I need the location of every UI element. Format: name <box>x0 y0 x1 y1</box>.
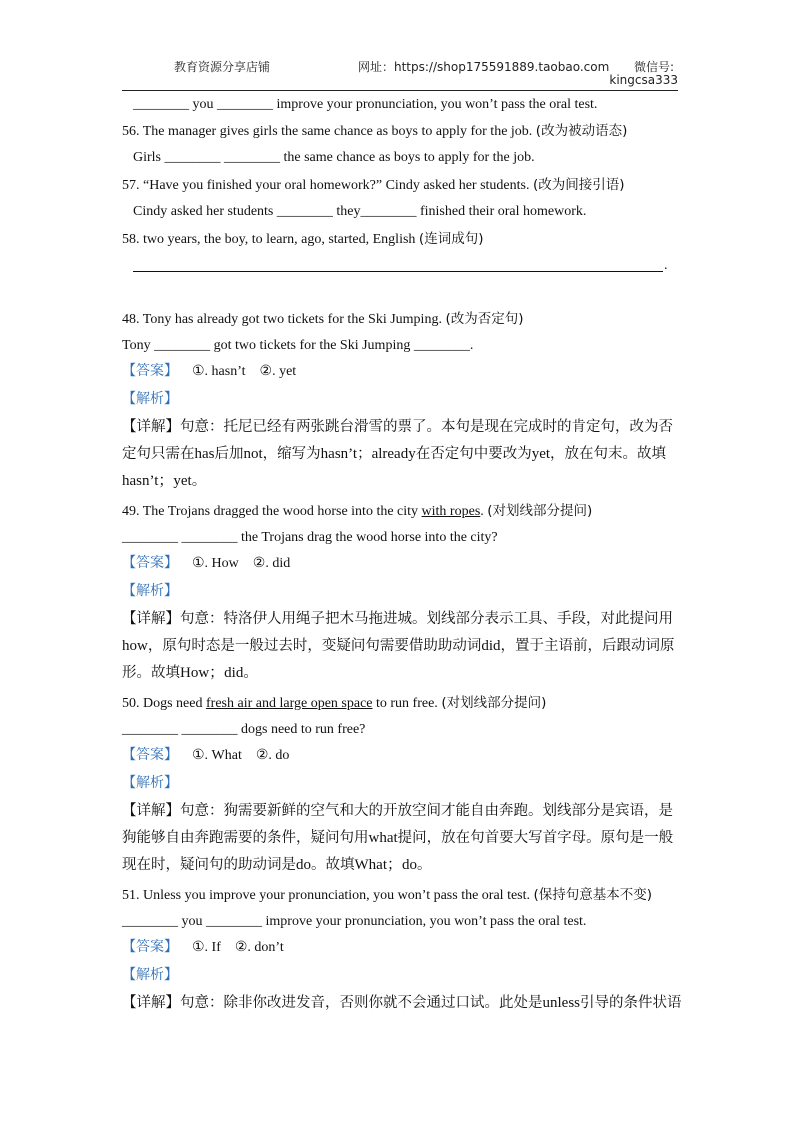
q51-repeat-line: ________ you ________ improve your pronunciation, you won’t pass the oral test. <box>133 97 598 112</box>
q49-blank-line: ________ ________ the Trojans drag the wood horse into the city? <box>122 530 498 545</box>
instruction: (对划线部分提问) <box>487 503 593 519</box>
answer-label: 【答案】 <box>122 555 178 571</box>
q58-answer-line <box>133 271 663 272</box>
page-header <box>122 56 678 91</box>
answer-label: 【答案】 <box>122 939 178 955</box>
q51-question: 51. Unless you improve your pronunciation, you won’t pass the oral test. (保持句意基本不变) <box>122 887 653 903</box>
q49-question: 49. The Trojans dragged the wood horse into the city with ropes. (对划线部分提问) <box>122 503 593 519</box>
q49-analysis-label: 【解析】 <box>122 583 178 599</box>
answer-label: 【答案】 <box>122 747 178 763</box>
q48-question: 48. Tony has already got two tickets for the Ski Jumping. (改为否定句) <box>122 311 524 327</box>
q56-blank-line: Girls ________ ________ the same chance as boys to apply for the job. <box>133 150 535 165</box>
q49-detail: 【详解】句意：特洛伊人用绳子把木马拖进城。划线部分表示工具、手段，对此提问用how，原句时态是一般过去时，变疑问句需要借助助动词did，置于主语前，后跟动词原形。故填How；did。 <box>122 611 675 681</box>
q48-blank-line: Tony ________ got two tickets for the Ski Jumping ________. <box>122 338 474 353</box>
underlined-part: with ropes <box>421 504 481 519</box>
q51-answer: 【答案】 ①. If ②. don’t <box>122 939 284 955</box>
instruction: (改为间接引语) <box>532 177 625 193</box>
q48-detail: 【详解】句意：托尼已经有两张跳台滑雪的票了。本句是现在完成时的肯定句，改为否定句只需在has后加not，缩写为hasn’t；already在否定句中要改为yet，放在句末。故填 hasn’t；yet。 <box>122 419 673 489</box>
shop-url: 网址：https://shop175591889.taobao.com <box>358 60 610 74</box>
q50-blank-line: ________ ________ dogs need to run free? <box>122 722 366 737</box>
wechat-label: 微信号: <box>633 60 674 74</box>
q58-question: 58. two years, the boy, to learn, ago, started, English (连词成句) <box>122 231 484 247</box>
q50-answer: 【答案】 ①. What ②. do <box>122 747 290 763</box>
q57-question: 57. “Have you finished your oral homework?” Cindy asked her students. (改为间接引语) <box>122 177 625 193</box>
answer-label: 【答案】 <box>122 363 178 379</box>
q51-detail: 【详解】句意：除非你改进发音，否则你就不会通过口试。此处是unless引导的条件状语 <box>122 995 682 1011</box>
q49-answer: 【答案】 ①. How ②. did <box>122 555 291 571</box>
q58-period: . <box>664 258 668 273</box>
instruction: (连词成句) <box>418 231 484 247</box>
instruction: (保持句意基本不变) <box>533 887 653 903</box>
q56-question: 56. The manager gives girls the same chance as boys to apply for the job. (改为被动语态) <box>122 123 628 139</box>
q50-detail: 【详解】句意：狗需要新鲜的空气和大的开放空间才能自由奔跑。划线部分是宾语，是狗能够自由奔跑需要的条件，疑问句用what提问，放在句首要大写首字母。原句是一般现在时，疑问句的助动词是do。故填What；do。 <box>122 803 674 873</box>
instruction: (对划线部分提问) <box>441 695 547 711</box>
q48-answer: 【答案】 ①. hasn’t ②. yet <box>122 363 297 379</box>
q50-question: 50. Dogs need fresh air and large open space to run free. (对划线部分提问) <box>122 695 547 711</box>
q51-analysis-label: 【解析】 <box>122 967 178 983</box>
wechat-id: kingcsa333 <box>609 73 678 87</box>
q48-analysis-label: 【解析】 <box>122 391 178 407</box>
instruction: (改为否定句) <box>445 311 524 327</box>
q51-blank-line: ________ you ________ improve your pronunciation, you won’t pass the oral test. <box>122 914 587 929</box>
q57-blank-line: Cindy asked her students ________ they________ finished their oral homework. <box>133 204 587 219</box>
q50-analysis-label: 【解析】 <box>122 775 178 791</box>
shop-name: 教育资源分享店铺 <box>174 60 271 74</box>
underlined-part: fresh air and large open space <box>206 696 373 711</box>
instruction: (改为被动语态) <box>535 123 628 139</box>
